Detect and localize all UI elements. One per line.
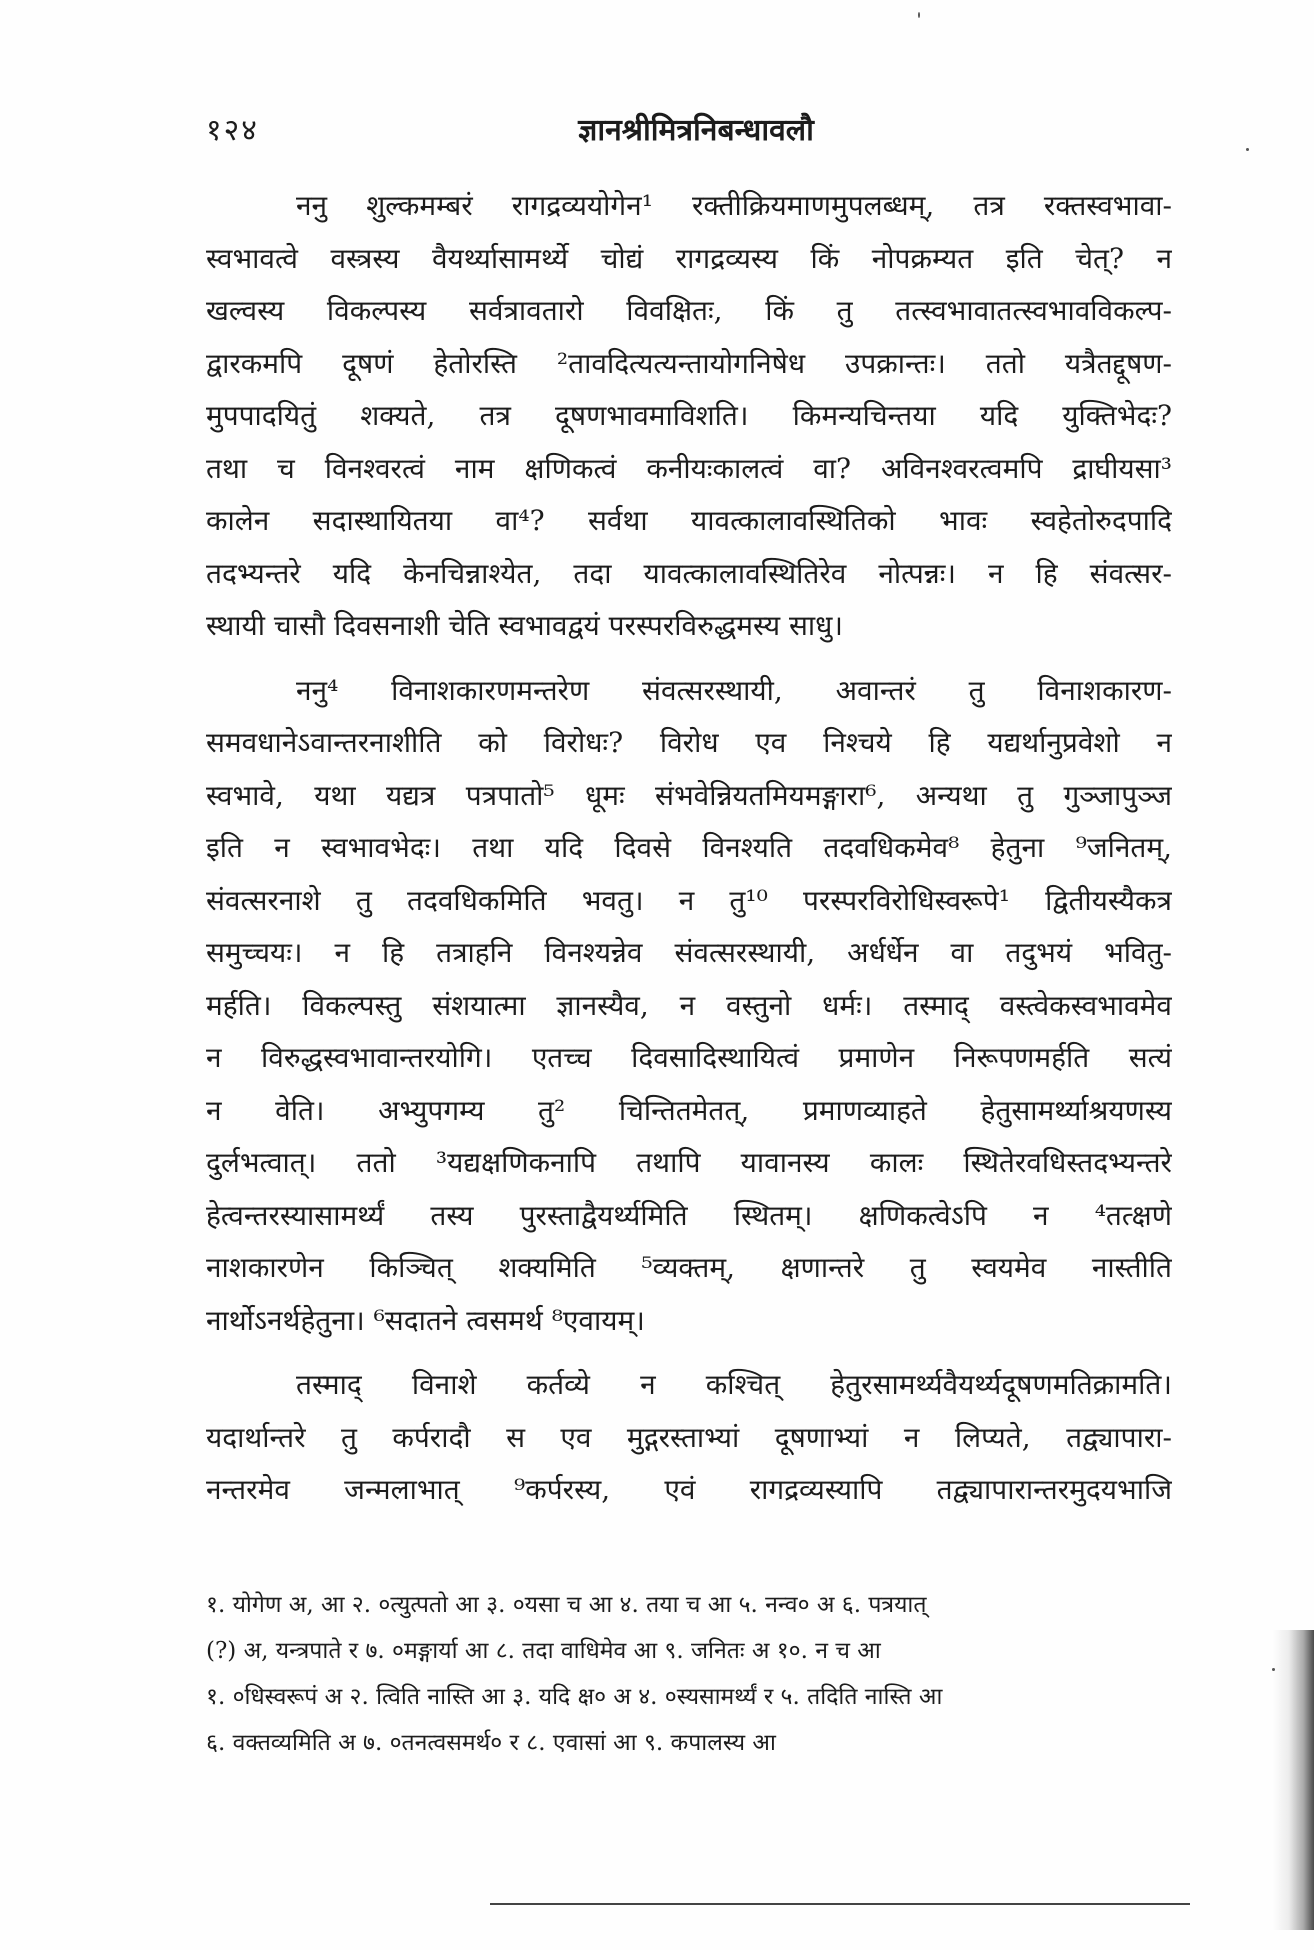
text-line: नार्थोऽनर्थहेतुना। ⁶सदातने त्वसमर्थ ⁸एवायम्। bbox=[206, 1303, 645, 1337]
paragraph bbox=[206, 180, 1172, 653]
scan-speck bbox=[918, 12, 920, 18]
bottom-rule bbox=[490, 1903, 1190, 1905]
page-number: १२४ bbox=[206, 113, 259, 148]
text-line: मुपपादयितुं शक्यते, तत्र दूषणभावमाविशति। किमन्यचिन्तया यदि युक्तिभेदः? bbox=[206, 399, 1172, 432]
scan-speck bbox=[1246, 148, 1249, 151]
paragraph bbox=[206, 665, 1172, 1348]
text-line: ननु शुल्कमम्बरं रागद्रव्ययोगेन¹ रक्तीक्रियमाणमुपलब्धम्, तत्र रक्तस्वभावा- bbox=[296, 189, 1172, 222]
body-text bbox=[206, 180, 1172, 1529]
footnote-line: १. ०धिस्वरूपं अ २. त्विति नास्ति आ ३. यदि क्ष० अ ४. ०स्यसामर्थ्यं र ५. तदिति नास्ति आ bbox=[206, 1684, 943, 1710]
running-title: ज्ञानश्रीमित्रनिबन्धावलौ bbox=[578, 113, 814, 148]
page-header bbox=[206, 108, 1186, 148]
text-line: यदार्थान्तरे तु कर्परादौ स एव मुद्गरस्ताभ्यां दूषणाभ्यां न लिप्यते, तद्व्यापारा- bbox=[206, 1420, 1172, 1454]
text-line: न विरुद्धस्वभावान्तरयोगि। एतच्च दिवसादिस्थायित्वं प्रमाणेन निरूपणमर्हति सत्यं bbox=[206, 1041, 1172, 1074]
text-line: नन्तरमेव जन्मलाभात् ⁹कर्परस्य, एवं रागद्रव्यस्यापि तद्व्यापारान्तरमुदयभाजि bbox=[206, 1473, 1172, 1506]
text-line: दुर्लभत्वात्। ततो ³यद्यक्षणिकनापि तथापि यावानस्य कालः स्थितेरवधिस्तदभ्यन्तरे bbox=[206, 1146, 1172, 1179]
text-line: तथा च विनश्वरत्वं नाम क्षणिकत्वं कनीयःकालत्वं वा? अविनश्वरत्वमपि द्राघीयसा³ bbox=[206, 451, 1172, 485]
binding-shadow bbox=[1272, 1630, 1314, 1930]
text-line: ननु⁴ विनाशकारणमन्तरेण संवत्सरस्थायी, अवान्तरं तु विनाशकारण- bbox=[296, 673, 1172, 707]
footnote-line: (?) अ, यन्त्रपाते र ७. ०मङ्गार्या आ ८. तदा वाधिमेव आ ९. जनितः अ १०. न च आ bbox=[206, 1638, 881, 1664]
text-line: नाशकारणेन किञ्चित् शक्यमिति ⁵व्यक्तम्, क्षणान्तरे तु स्वयमेव नास्तीति bbox=[206, 1251, 1172, 1284]
text-line: तस्माद् विनाशे कर्तव्ये न कश्चित् हेतुरसामर्थ्यवैयर्थ्यदूषणमतिक्रामति। bbox=[296, 1368, 1172, 1401]
paragraph bbox=[206, 1359, 1172, 1517]
text-line: इति न स्वभावभेदः। तथा यदि दिवसे विनश्यति तदवधिकमेव⁸ हेतुना ⁹जनितम्, bbox=[206, 831, 1172, 864]
footnote-line: ६. वक्तव्यमिति अ ७. ०तनत्वसमर्थ० र ८. एवासां आ ९. कपालस्य आ bbox=[206, 1730, 776, 1756]
text-line: समुच्चयः। न हि तत्राहनि विनश्यन्नेव संवत्सरस्थायी, अर्धर्धेन वा तदुभयं भवितु- bbox=[206, 936, 1172, 969]
text-line: स्वभावत्वे वस्त्रस्य वैयर्थ्यासामर्थ्ये चोद्यं रागद्रव्यस्य किं नोपक्रम्यत इति चेत्? न bbox=[206, 241, 1172, 275]
footnotes bbox=[206, 1582, 1186, 1766]
text-line: कालेन सदास्थायितया वा⁴? सर्वथा यावत्कालावस्थितिको भावः स्वहेतोरुदपादि bbox=[206, 504, 1172, 537]
text-line: तदभ्यन्तरे यदि केनचिन्नाश्येत, तदा यावत्कालावस्थितिरेव नोत्पन्नः। न हि संवत्सर- bbox=[206, 556, 1172, 590]
text-line: समवधानेऽवान्तरनाशीति को विरोधः? विरोध एव निश्चये हि यद्यर्थानुप्रवेशो न bbox=[206, 726, 1172, 759]
text-line: द्वारकमपि दूषणं हेतोरस्ति ²तावदित्यत्यन्तायोगनिषेध उपक्रान्तः। ततो यत्रैतद्दूषण- bbox=[206, 346, 1172, 380]
scan-speck bbox=[1272, 1668, 1275, 1671]
text-line: स्वभावे, यथा यद्यत्र पत्रपातो⁵ धूमः संभवेन्नियतमियमङ्गारा⁶, अन्यथा तु गुञ्जापुञ्ज bbox=[206, 778, 1172, 812]
footnote-line: १. योगेण अ, आ २. ०त्युत्पतो आ ३. ०यसा च आ ४. तया च आ ५. नन्व० अ ६. पत्रयात् bbox=[206, 1592, 927, 1618]
text-line: खल्वस्य विकल्पस्य सर्वत्रावतारो विवक्षितः, किं तु तत्स्वभावातत्स्वभावविकल्प- bbox=[206, 294, 1172, 327]
text-line: संवत्सरनाशे तु तदवधिकमिति भवतु। न तु¹⁰ परस्परविरोधिस्वरूपे¹ द्वितीयस्यैकत्र bbox=[206, 883, 1172, 917]
text-line: मर्हति। विकल्पस्तु संशयात्मा ज्ञानस्यैव, न वस्तुनो धर्मः। तस्माद् वस्त्वेकस्वभावमेव bbox=[206, 988, 1172, 1022]
text-line: हेत्वन्तरस्यासामर्थ्यं तस्य पुरस्ताद्वैयर्थ्यमिति स्थितम्। क्षणिकत्वेऽपि न ⁴तत्क्षणे bbox=[206, 1198, 1172, 1232]
text-line: न वेति। अभ्युपगम्य तु² चिन्तितमेतत्, प्रमाणव्याहते हेतुसामर्थ्याश्रयणस्य bbox=[206, 1093, 1172, 1127]
text-line: स्थायी चासौ दिवसनाशी चेति स्वभावद्वयं परस्परविरुद्धमस्य साधु। bbox=[206, 609, 844, 642]
